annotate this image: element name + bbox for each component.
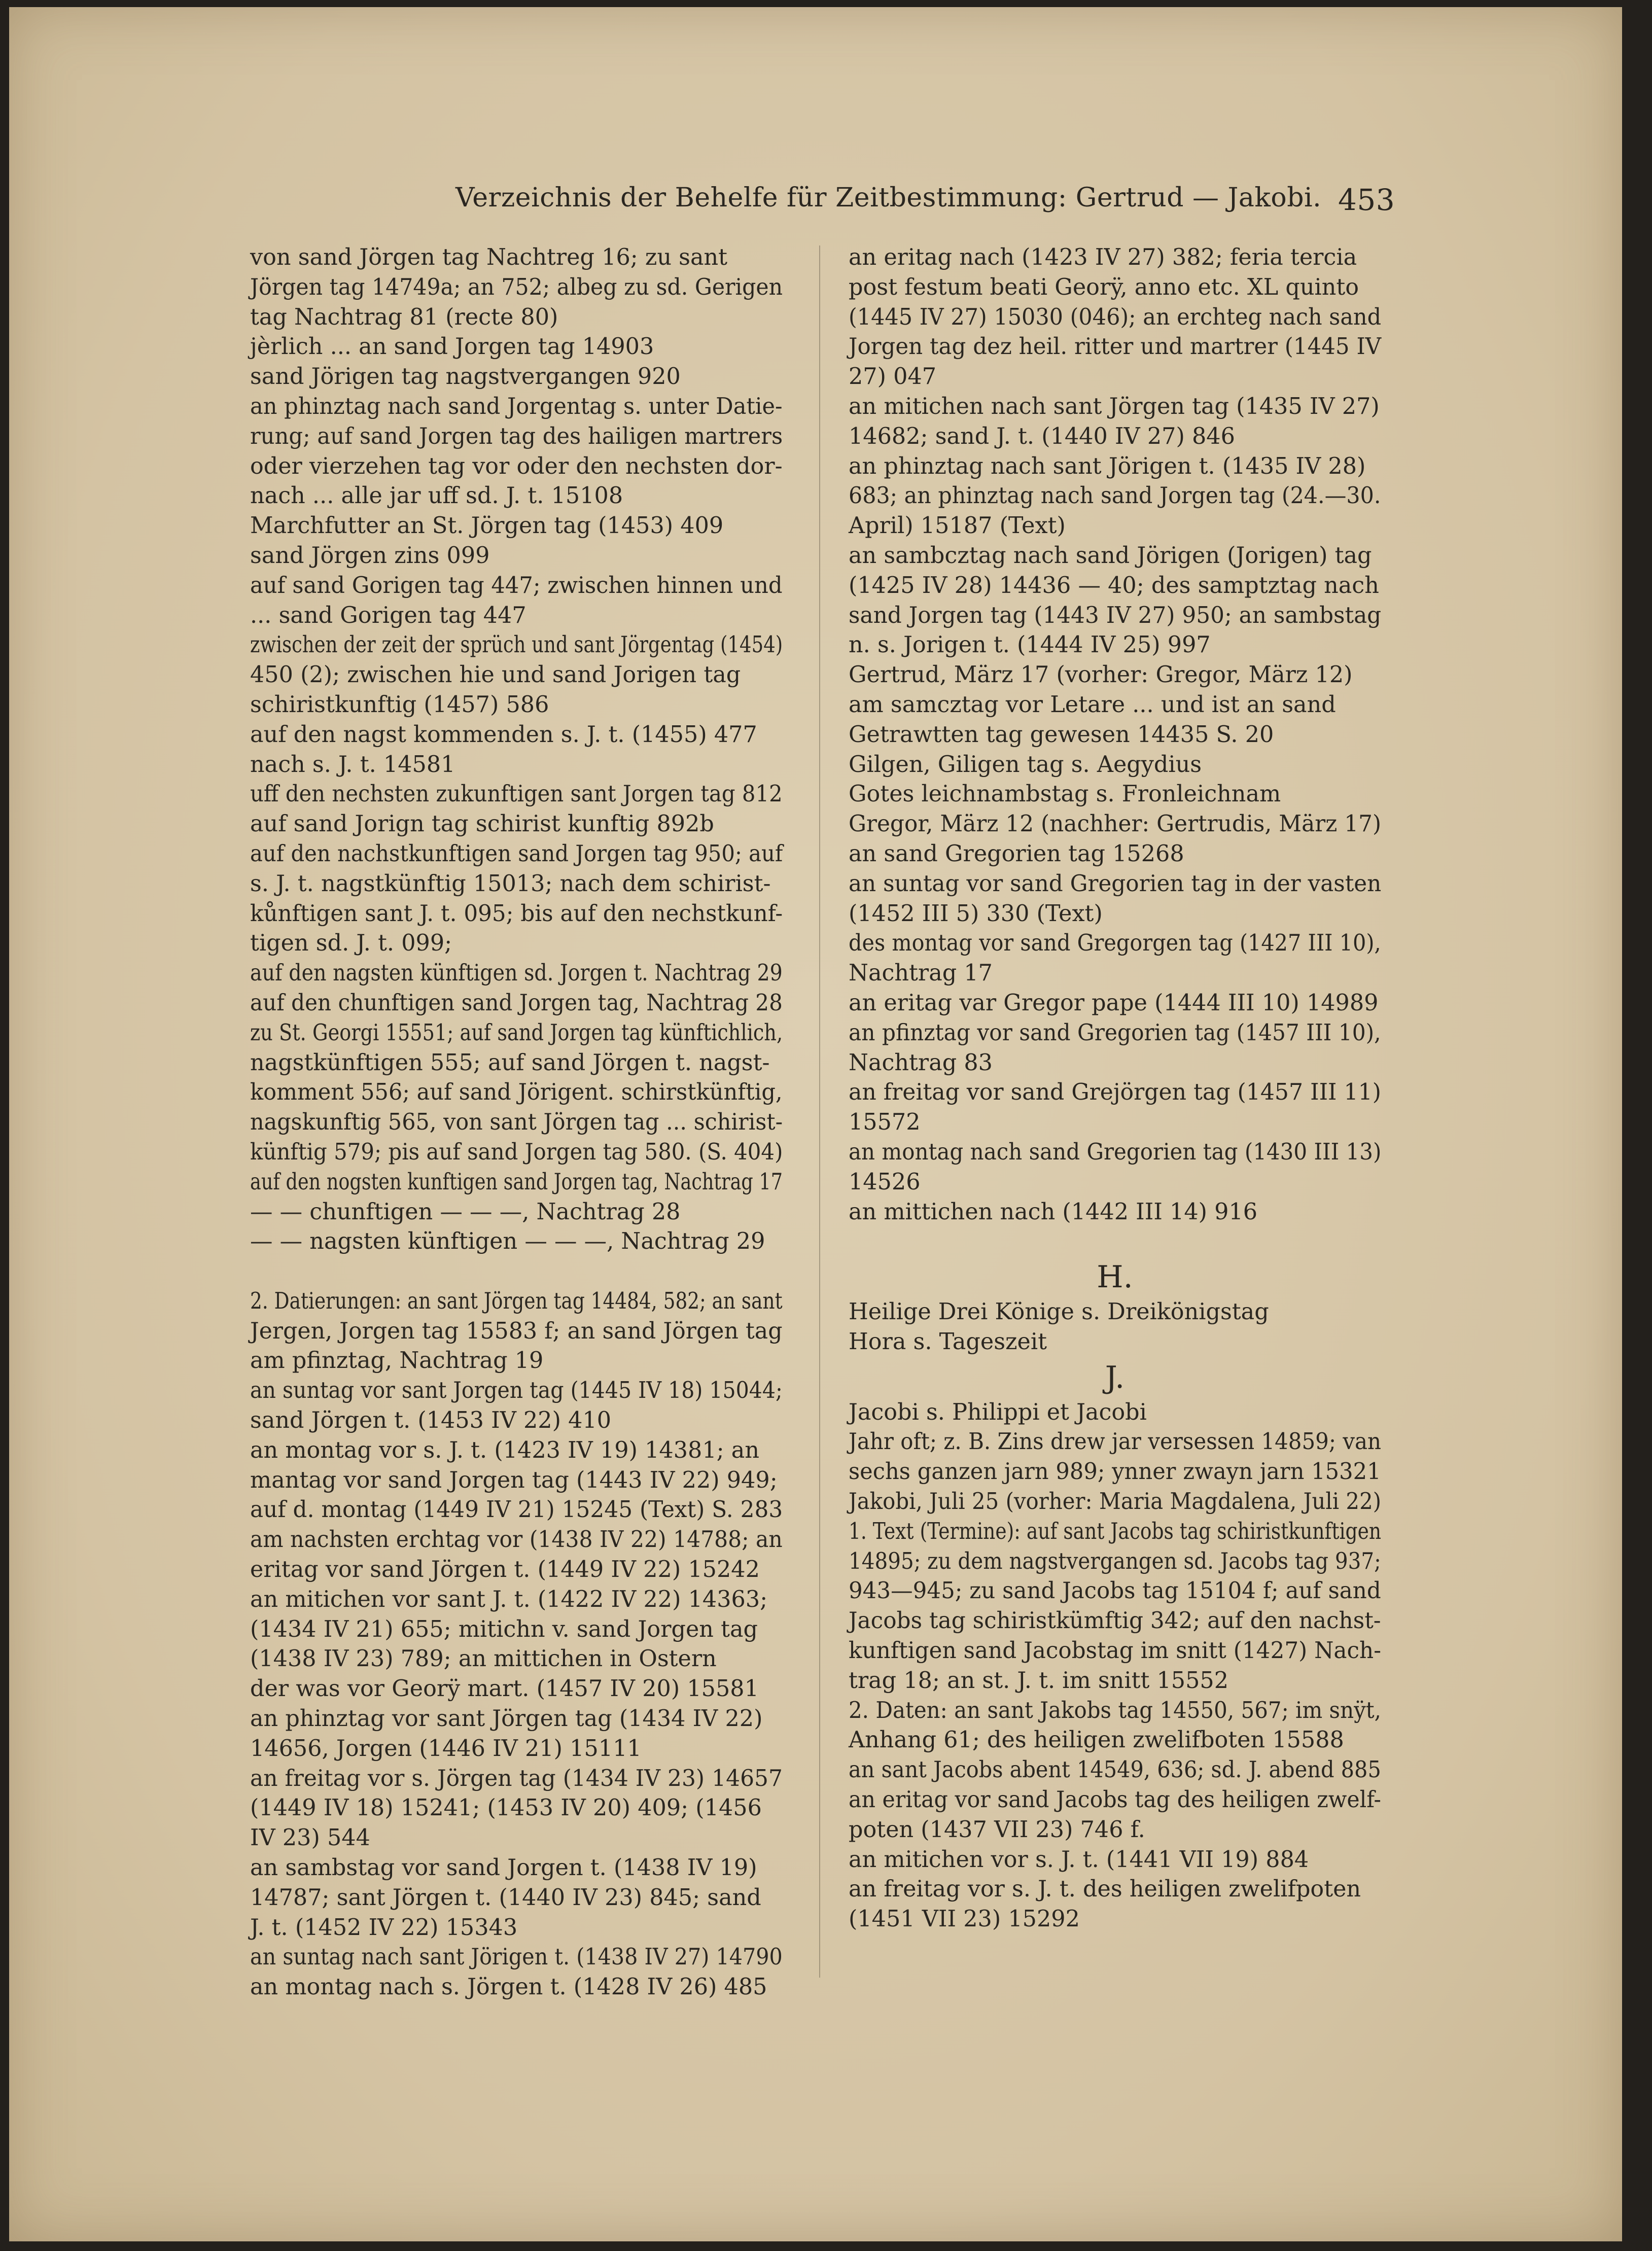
index-line: 14656, Jorgen (1446 IV 21) 15111 [250,1735,642,1762]
index-line: Gilgen, Giligen tag s. Aegydius [849,751,1202,778]
index-line: an mitichen nach sant Jörgen tag (1435 IV 27) [849,393,1380,419]
index-line: am pfinztag, Nachtrag 19 [250,1348,544,1374]
index-line: kůnftigen sant J. t. 095; bis auf den nechstkunf- [250,900,783,927]
index-line: — — chunftigen — — —, Nachtrag 28 [250,1199,681,1225]
index-line: auf den nagst kommenden s. J. t. (1455) 477 [250,721,757,748]
index-line: 943—945; zu sand Jacobs tag 15104 f; auf sand [849,1578,1381,1604]
page-number: 453 [1338,183,1395,217]
index-line: an montag nach sand Gregorien tag (1430 III 13) [849,1139,1382,1165]
index-line: 27) 047 [849,364,937,390]
index-line: schiristkunftig (1457) 586 [250,691,549,718]
index-line: Gertrud, März 17 (vorher: Gregor, März 12) [849,662,1353,688]
index-line: sand Jörigen tag nagstvergangen 920 [250,364,681,390]
book-page [9,7,1622,2241]
index-line: sand Jörgen t. (1453 IV 22) 410 [250,1408,612,1434]
index-line: April) 15187 (Text) [849,513,1066,539]
index-line: des montag vor sand Gregorgen tag (1427 III 10), [849,930,1381,957]
index-line: Hora s. Tageszeit [849,1328,1047,1355]
index-line: (1451 VII 23) 15292 [849,1906,1080,1932]
index-line: auf den nachstkunftigen sand Jorgen tag 950; auf [250,840,783,867]
index-line: n. s. Jorigen t. (1444 IV 25) 997 [849,632,1211,658]
index-line: Jorgen tag dez heil. ritter und martrer (1445 IV [849,334,1382,360]
index-line: Getrawtten tag gewesen 14435 S. 20 [849,721,1274,748]
header-title: Verzeichnis der Behelfe für Zeitbestimmung: Gertrud — Jakobi. [455,183,1322,213]
index-line: an mitichen vor sant J. t. (1422 IV 22) 14363; [250,1586,768,1612]
index-line: Jacobs tag schiristkümftig 342; auf den nachst- [849,1608,1381,1634]
index-line: 14787; sant Jörgen t. (1440 IV 23) 845; sand [250,1884,761,1911]
index-line: (1438 IV 23) 789; an mittichen in Ostern [250,1646,717,1672]
index-line: nagskunftig 565, von sant Jörgen tag ... schirist- [250,1109,783,1136]
index-line: an sambstag vor sand Jorgen t. (1438 IV 19) [250,1855,757,1881]
index-line: komment 556; auf sand Jörigent. schirstkünftig, [250,1079,783,1106]
index-line: J. t. (1452 IV 22) 15343 [250,1914,518,1941]
index-line: zu St. Georgi 15551; auf sand Jorgen tag künftichlich, [250,1019,783,1046]
index-line: nagstkünftigen 555; auf sand Jörgen t. nagst- [250,1049,770,1076]
index-line: Jergen, Jorgen tag 15583 f; an sand Jörgen tag [250,1318,783,1344]
index-line: Jörgen tag 14749a; an 752; albeg zu sd. Gerigen [250,274,783,300]
index-line: Jacobi s. Philippi et Jacobi [849,1399,1147,1425]
index-line: an pfinztag vor sand Gregorien tag (1457 III 10), [849,1019,1381,1046]
index-line: sand Jorgen tag (1443 IV 27) 950; an sambstag [849,602,1382,628]
index-line: IV 23) 544 [250,1825,370,1851]
index-line: auf den nogsten kunftigen sand Jorgen tag, Nachtrag 17 [250,1169,783,1195]
index-line: — — nagsten künftigen — — —, Nachtrag 29 [250,1228,765,1255]
index-line: Heilige Drei Könige s. Dreikönigstag [849,1299,1269,1325]
index-line: 14526 [849,1169,921,1195]
index-line: (1452 III 5) 330 (Text) [849,900,1103,927]
index-line: tag Nachtrag 81 (recte 80) [250,304,558,330]
section-letter: J. [1105,1359,1125,1395]
index-line: am nachsten erchtag vor (1438 IV 22) 14788; an [250,1527,783,1553]
index-line: sand Jörgen zins 099 [250,542,490,569]
blank-line [250,1257,783,1287]
index-line: an freitag vor sand Grejörgen tag (1457 III 11) [849,1079,1381,1106]
index-line: mantag vor sand Jorgen tag (1443 IV 22) 949; [250,1467,778,1493]
index-line: an suntag vor sand Gregorien tag in der vasten [849,870,1382,897]
index-line: Jahr oft; z. B. Zins drew jar versessen 14859; van [849,1429,1382,1455]
index-line: künftig 579; pis auf sand Jorgen tag 580. (S. 404) [250,1139,783,1165]
index-line: an sand Gregorien tag 15268 [849,840,1184,867]
index-line: an eritag vor sand Jacobs tag des heiligen zwelf- [849,1787,1381,1813]
index-line: 2. Datierungen: an sant Jörgen tag 14484, 582; an sant [250,1288,783,1314]
index-line: 14682; sand J. t. (1440 IV 27) 846 [849,423,1235,449]
index-line: an mittichen nach (1442 III 14) 916 [849,1199,1258,1225]
index-line: von sand Jörgen tag Nachtreg 16; zu sant [250,244,728,270]
index-line: auf sand Jorign tag schirist kunftig 892b [250,811,714,837]
index-line: kunftigen sand Jacobstag im snitt (1427) Nach- [849,1638,1381,1664]
index-line: an mitichen vor s. J. t. (1441 VII 19) 884 [849,1846,1309,1873]
index-line: 683; an phinztag nach sand Jorgen tag (24.—30. [849,483,1381,509]
index-line: auf d. montag (1449 IV 21) 15245 (Text) S. 283 [250,1497,783,1523]
index-line: nach s. J. t. 14581 [250,751,455,778]
index-line: poten (1437 VII 23) 746 f. [849,1816,1145,1843]
index-line: Gregor, März 12 (nachher: Gertrudis, März 17) [849,811,1382,837]
index-line: s. J. t. nagstkünftig 15013; nach dem schirist- [250,870,771,897]
index-line: an suntag nach sant Jörigen t. (1438 IV 27) 14790 [250,1944,783,1971]
index-line: sechs ganzen jarn 989; ynner zwayn jarn 15321 [849,1459,1381,1485]
index-line: uff den nechsten zukunftigen sant Jorgen tag 812 [250,781,783,807]
index-line: Gotes leichnambstag s. Fronleichnam [849,781,1281,807]
index-line: der was vor Georÿ mart. (1457 IV 20) 15581 [250,1676,759,1702]
index-line: an phinztag nach sant Jörigen t. (1435 IV 28) [849,453,1366,479]
index-line: an sambcztag nach sand Jörigen (Jorigen) tag [849,542,1372,569]
section-letter: H. [1097,1259,1133,1295]
index-line: trag 18; an st. J. t. im snitt 15552 [849,1667,1229,1694]
index-line: auf sand Gorigen tag 447; zwischen hinnen und [250,572,783,599]
index-line: rung; auf sand Jorgen tag des hailigen martrers [250,423,783,449]
index-line: Nachtrag 17 [849,960,993,987]
index-line: (1425 IV 28) 14436 — 40; des samptztag nach [849,572,1379,599]
index-line: an freitag vor s. Jörgen tag (1434 IV 23) 14657 [250,1765,783,1791]
index-line: eritag vor sand Jörgen t. (1449 IV 22) 15242 [250,1557,760,1583]
index-line: nach ... alle jar uff sd. J. t. 15108 [250,483,623,509]
index-line: 15572 [849,1109,921,1136]
index-line: an freitag vor s. J. t. des heiligen zwelifpoten [849,1876,1361,1903]
index-line: (1434 IV 21) 655; mitichn v. sand Jorgen tag [250,1616,758,1642]
index-line: an montag nach s. Jörgen t. (1428 IV 26) 485 [250,1974,767,2000]
column-divider [819,245,820,1978]
index-line: tigen sd. J. t. 099; [250,930,452,957]
index-line: an eritag var Gregor pape (1444 III 10) 14989 [849,990,1379,1016]
index-line: 2. Daten: an sant Jakobs tag 14550, 567; im snÿt, [849,1697,1381,1724]
index-line: post festum beati Georÿ, anno etc. XL quinto [849,274,1359,300]
index-line: (1445 IV 27) 15030 (046); an erchteg nach sand [849,304,1382,330]
left-column [250,243,783,2002]
index-line: an suntag vor sant Jorgen tag (1445 IV 18) 15044; [250,1378,783,1404]
right-column [849,243,1381,1935]
index-line: 450 (2); zwischen hie und sand Jorigen tag [250,662,741,688]
index-line: (1449 IV 18) 15241; (1453 IV 20) 409; (1456 [250,1795,762,1821]
index-line: an phinztag nach sand Jorgentag s. unter Datie- [250,393,783,419]
index-line: 14895; zu dem nagstvergangen sd. Jacobs tag 937; [849,1548,1381,1574]
index-line: Nachtrag 83 [849,1049,993,1076]
index-line: oder vierzehen tag vor oder den nechsten dor- [250,453,783,479]
index-line: am samcztag vor Letare ... und ist an sand [849,691,1336,718]
index-line: an phinztag vor sant Jörgen tag (1434 IV 22) [250,1706,763,1732]
index-line: zwischen der zeit der sprüch und sant Jörgentag (1454) [250,632,783,658]
index-line: 1. Text (Termine): auf sant Jacobs tag schiristkunftigen [849,1518,1382,1544]
index-line: an sant Jacobs abent 14549, 636; sd. J. abend 885 [849,1757,1381,1783]
index-line: ... sand Gorigen tag 447 [250,602,526,628]
index-line: Anhang 61; des heiligen zwelifboten 15588 [849,1727,1344,1753]
index-line: jèrlich ... an sand Jorgen tag 14903 [250,334,654,360]
index-line: an montag vor s. J. t. (1423 IV 19) 14381; an [250,1437,759,1463]
index-line: an eritag nach (1423 IV 27) 382; feria tercia [849,244,1357,270]
index-line: Jakobi, Juli 25 (vorher: Maria Magdalena, Juli 22) [849,1489,1382,1515]
blank-line [849,1227,1381,1257]
index-line: auf den nagsten künftigen sd. Jorgen t. Nachtrag 29 [250,960,783,987]
index-line: auf den chunftigen sand Jorgen tag, Nachtrag 28 [250,990,783,1016]
index-line: Marchfutter an St. Jörgen tag (1453) 409 [250,513,724,539]
